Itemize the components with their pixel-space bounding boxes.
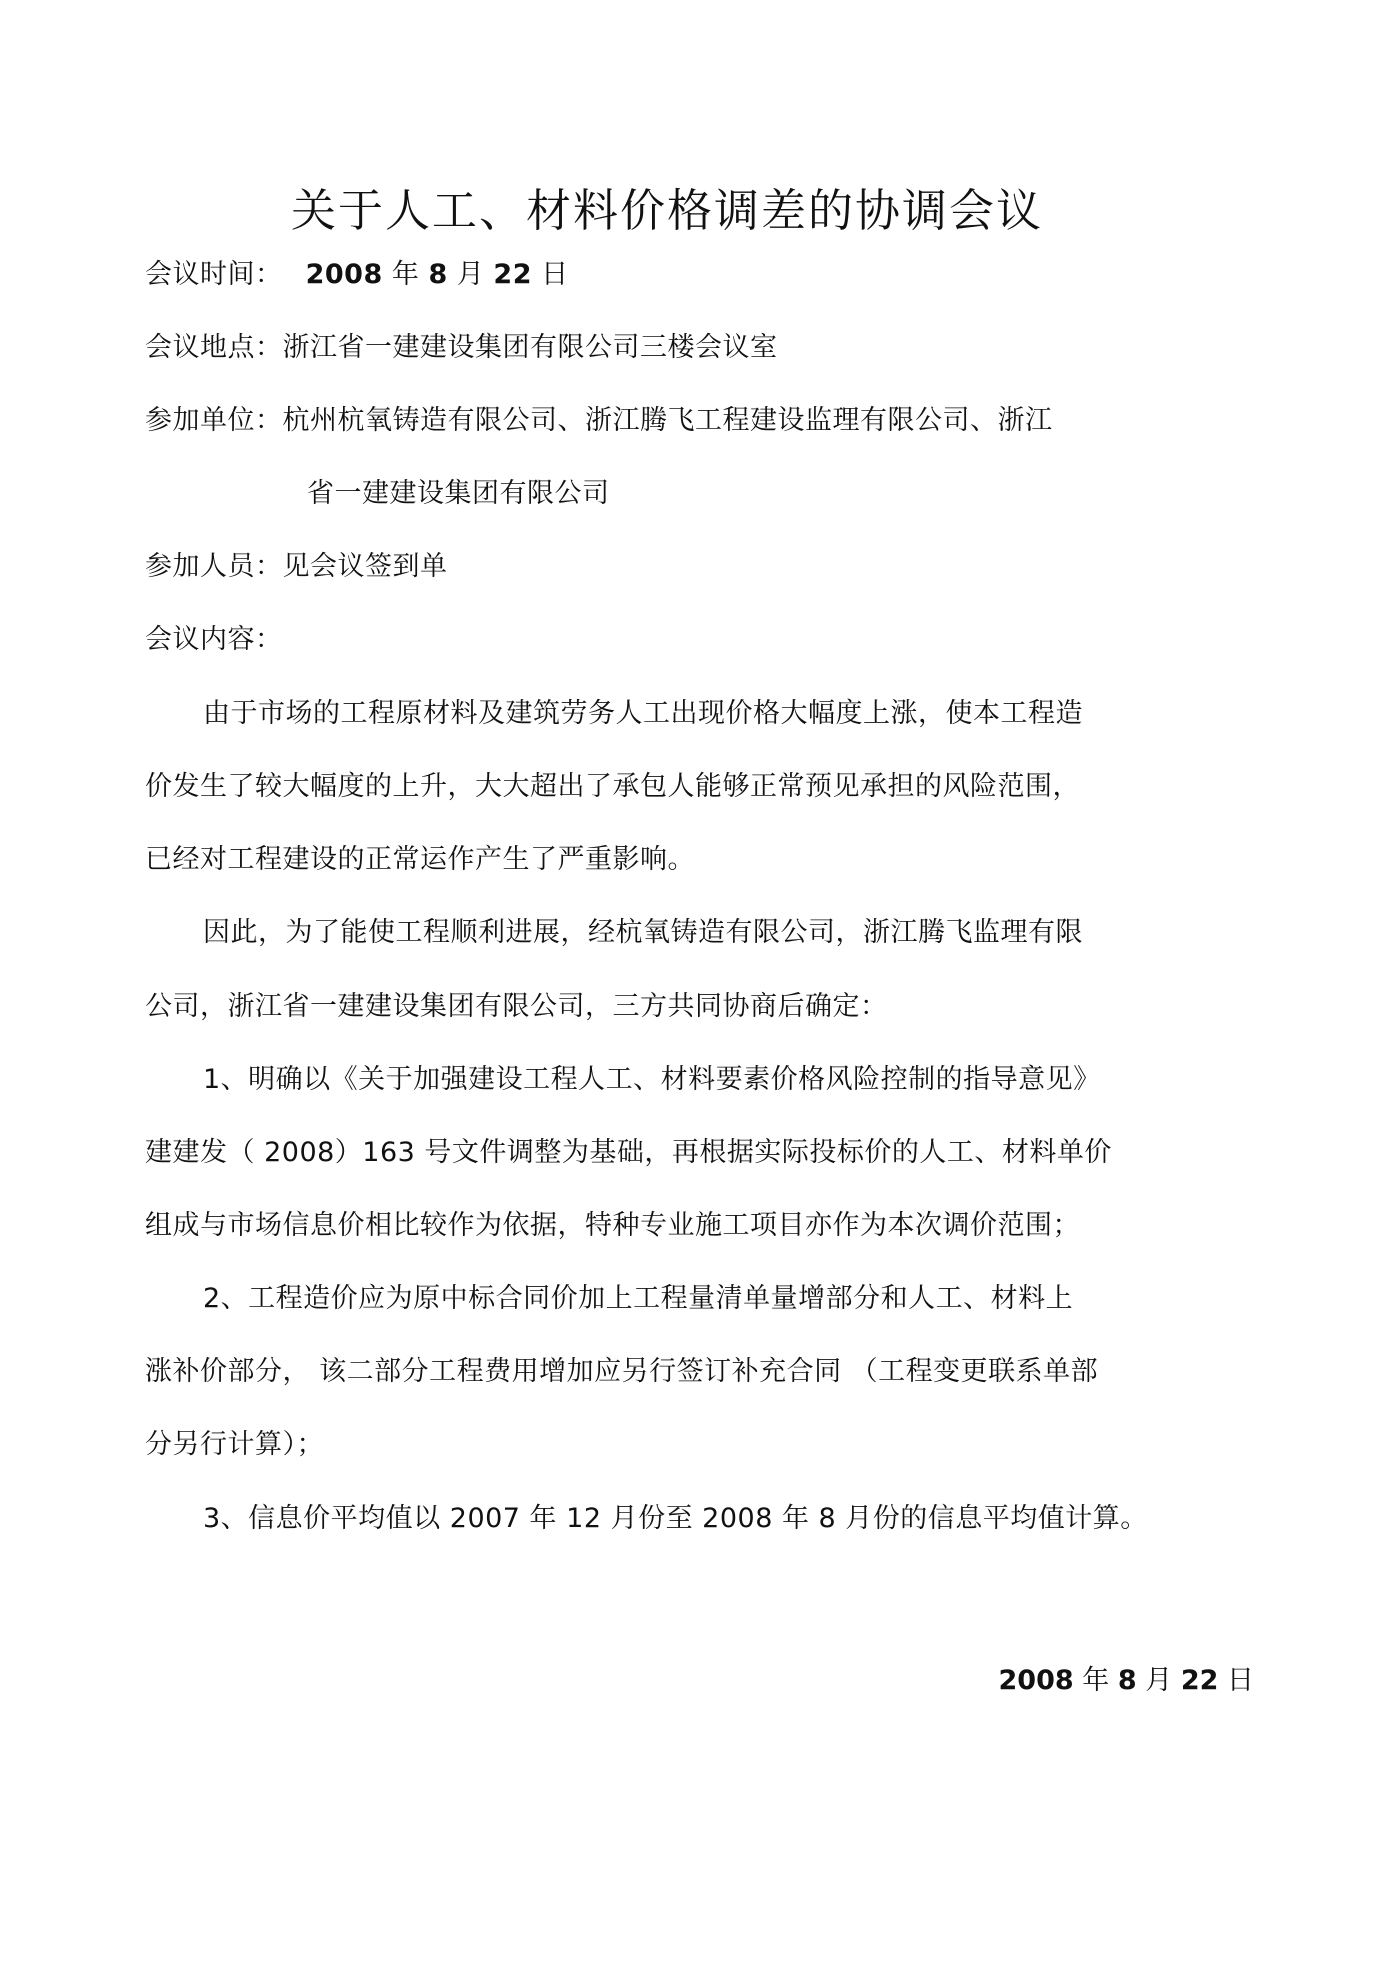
participating-units-line-2: 省一建建设集团有限公司 xyxy=(307,478,610,509)
footer-date xyxy=(999,1664,1255,1698)
paragraph-line: 因此，为了能使工程顺利进展，经杭氧铸造有限公司，浙江腾飞监理有限 xyxy=(203,917,1083,948)
paragraph-line: 价发生了较大幅度的上升，大大超出了承包人能够正常预见承担的风险范围， xyxy=(145,771,1080,802)
paragraph-line: 分另行计算）； xyxy=(145,1429,324,1460)
content-label: 会议内容： xyxy=(145,624,283,655)
meeting-time xyxy=(145,258,569,292)
paragraph-line: 1、明确以《关于加强建设工程人工、材料要素价格风险控制的指导意见》 xyxy=(203,1064,1101,1095)
meeting-time-day: 22 xyxy=(493,259,532,290)
footer-date-year-unit: 年 xyxy=(1082,1665,1110,1696)
document-title-text: 关于人工、材料价格调差的协调会议 xyxy=(290,184,1043,237)
paragraph-line: 组成与市场信息价相比较作为依据，特种专业施工项目亦作为本次调价范围； xyxy=(145,1210,1080,1241)
footer-date-year: 2008 xyxy=(998,1665,1074,1696)
paragraph-line: 已经对工程建设的正常运作产生了严重影响。 xyxy=(145,844,695,875)
paragraph-line: 由于市场的工程原材料及建筑劳务人工出现价格大幅度上涨，使本工程造 xyxy=(203,698,1083,729)
meeting-time-month: 8 xyxy=(428,259,448,290)
meeting-time-year: 2008 xyxy=(305,259,383,290)
meeting-time-month-unit: 月 xyxy=(456,259,485,290)
paragraph-line: 涨补价部分， 该二部分工程费用增加应另行签订补充合同 （工程变更联系单部 xyxy=(145,1356,1099,1387)
footer-date-day-unit: 日 xyxy=(1227,1665,1254,1696)
attendees: 参加人员：见会议签到单 xyxy=(145,551,448,582)
paragraph-line: 3、信息价平均值以 2007 年 12 月份至 2008 年 8 月份的信息平均值计算。 xyxy=(203,1503,1148,1534)
footer-date-month: 8 xyxy=(1117,1665,1137,1696)
footer-date-day: 22 xyxy=(1180,1665,1219,1696)
meeting-place: 会议地点：浙江省一建建设集团有限公司三楼会议室 xyxy=(145,332,778,363)
footer-date-month-unit: 月 xyxy=(1145,1665,1173,1696)
meeting-time-day-unit: 日 xyxy=(541,259,569,290)
meeting-time-year-unit: 年 xyxy=(391,259,420,290)
paragraph-line: 建建发（ 2008）163 号文件调整为基础，再根据实际投标价的人工、材料单价 xyxy=(145,1137,1112,1168)
participating-units-line-1: 参加单位：杭州杭氧铸造有限公司、浙江腾飞工程建设监理有限公司、浙江 xyxy=(145,405,1053,436)
meeting-time-label: 会议时间： xyxy=(145,259,283,290)
paragraph-line: 2、工程造价应为原中标合同价加上工程量清单量增部分和人工、材料上 xyxy=(203,1283,1074,1314)
document-title xyxy=(0,183,1394,239)
paragraph-line: 公司，浙江省一建建设集团有限公司，三方共同协商后确定： xyxy=(145,991,888,1022)
